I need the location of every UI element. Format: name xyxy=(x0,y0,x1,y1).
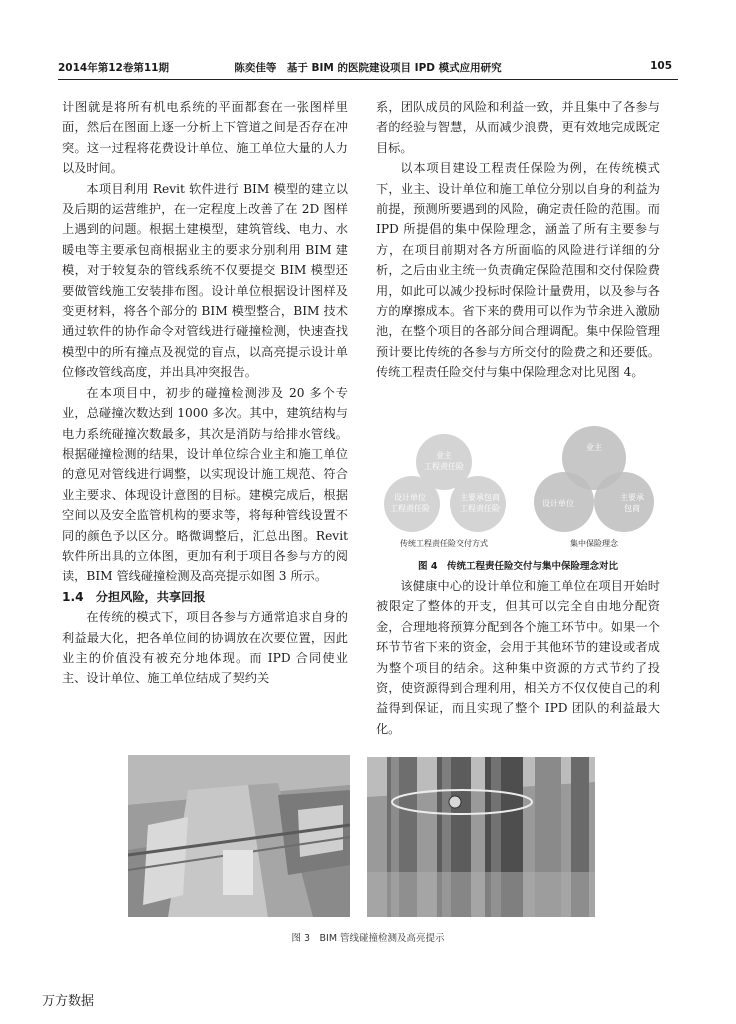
figure-4-insurance-diagram xyxy=(376,424,660,554)
trad-owner-label: 业主 xyxy=(436,451,452,460)
trad-diagram-label: 传统工程责任险交付方式 xyxy=(400,539,488,548)
central-contractor-sub: 包商 xyxy=(624,504,640,513)
figure-3-bim-model-left xyxy=(128,755,350,917)
paragraph: 在传统的模式下，项目各参与方通常追求自身的利益最大化，把各单位间的协调放在次要位置，因此业主的价值没有被充分地体现。而 IPD 合同使业主、设计单位、施工单位结成了契约关 xyxy=(62,610,348,686)
paragraph: 本项目利用 Revit 软件进行 BIM 模型的建立以及后期的运营维护，在一定程度上改善了在 2D 图样上遇到的问题。根据土建模型，建筑管线、电力、水暖电等主要承包商根据业主的要求分别利用 BIM 建模，对于较复杂的管线系统不仅要提交 BIM 模型还要做管线施工安装排布图。设计单位根据设计图样及变更材料，将各个部分的 BIM 模型整合，BIM 技术通过软件的协作命令对管线进行碰撞检测，快速查找模型中的所有撞点及视觉的盲点，以高亮提示设计单位修改管线高度，并出具冲突报告。 xyxy=(62,181,348,380)
page-number: 105 xyxy=(650,60,672,72)
header-rule xyxy=(58,79,678,80)
paragraph: 计图就是将所有机电系统的平面都套在一张图样里面，然后在图面上逐一分析上下管道之间是否存在冲突。这一过程将花费设计单位、施工单位大量的人力以及时间。 xyxy=(62,100,348,176)
paragraph: 在本项目中，初步的碰撞检测涉及 20 多个专业，总碰撞次数达到 1000 多次。其中，建筑结构与电力系统碰撞次数最多，其次是消防与给排水管线。根据碰撞检测的结果，设计单位综合业主和施工单位的意见对管线进行调整，以实现设计施工规范、符合业主要求、体现设计意图的目标。建模完成后，根据空间以及安全监管机构的要求等，将每种管线设置不同的颜色予以区分。略微调整后，汇总出图。Revit 软件所出具的立体图，更加有利于项目各参与方的阅读，BIM 管线碰撞检测及高亮提示如图 3 所示。 xyxy=(62,385,348,584)
central-contractor-circle xyxy=(594,472,654,532)
central-owner-label: 业主 xyxy=(586,443,602,452)
trad-contractor-label: 主要承包商 xyxy=(460,493,500,502)
paragraph: 系，团队成员的风险和利益一致，并且集中了各参与者的经验与智慧，从而减少浪费，更有效地完成既定目标。 xyxy=(376,100,660,155)
central-designer-label: 设计单位 xyxy=(542,499,574,508)
figure-4-caption: 图 4 传统工程责任险交付与集中保险理念对比 xyxy=(418,561,618,572)
central-contractor-label: 主要承 xyxy=(620,493,644,502)
figure-3-bim-pipes-right xyxy=(367,757,595,917)
paragraph: 该健康中心的设计单位和施工单位在项目开始时被限定了整体的开支，但其可以完全自由地分配资金，合理地将预算分配到各个施工环节中。如果一个环节节省下来的资金，会用于其他环节的建设或者成为整个项目的结余。这种集中资源的方式节约了投资，使资源得到合理利用，相关方不仅仅使自己的利益得到保证，而且实现了整个 IPD 团队的利益最大化。 xyxy=(376,579,660,736)
journal-issue: 2014年第12卷第11期 xyxy=(58,62,169,74)
trad-owner-sub: 工程责任险 xyxy=(424,462,464,471)
database-watermark: 万方数据 xyxy=(42,994,95,1009)
section-heading: 1.4 分担风险，共享回报 xyxy=(62,589,206,604)
figure-3-caption: 图 3 BIM 管线碰撞检测及高亮提示 xyxy=(291,933,445,944)
running-header xyxy=(58,60,678,76)
article-running-title: 陈奕佳等 基于 BIM 的医院建设项目 IPD 模式应用研究 xyxy=(234,62,502,74)
central-diagram-label: 集中保险理念 xyxy=(570,539,618,548)
trad-designer-sub: 工程责任险 xyxy=(390,504,430,513)
left-column xyxy=(62,97,348,689)
right-column-top xyxy=(376,97,660,383)
paragraph: 以本项目建设工程责任保险为例，在传统模式下，业主、设计单位和施工单位分别以自身的利益为前提，预测所要遇到的风险，确定责任险的范围。而 IPD 所提倡的集中保险理念，涵盖了所有主要参与方，在项目前期对各方所面临的风险进行详细的分析，之后由业主统一负责确定保险范围和交付保险费用，如此可以减少投标时保险计量费用，以及参与各方的摩擦成本。省下来的费用可以作为节余进入激励池，在整个项目的各部分间合理调配。集中保险管理预计要比传统的各参与方所交付的险费之和还要低。传统工程责任险交付与集中保险理念对比见图 4。 xyxy=(376,161,660,380)
right-column-bottom xyxy=(376,576,660,739)
trad-contractor-sub: 工程责任险 xyxy=(460,504,500,513)
trad-designer-label: 设计单位 xyxy=(394,493,426,502)
